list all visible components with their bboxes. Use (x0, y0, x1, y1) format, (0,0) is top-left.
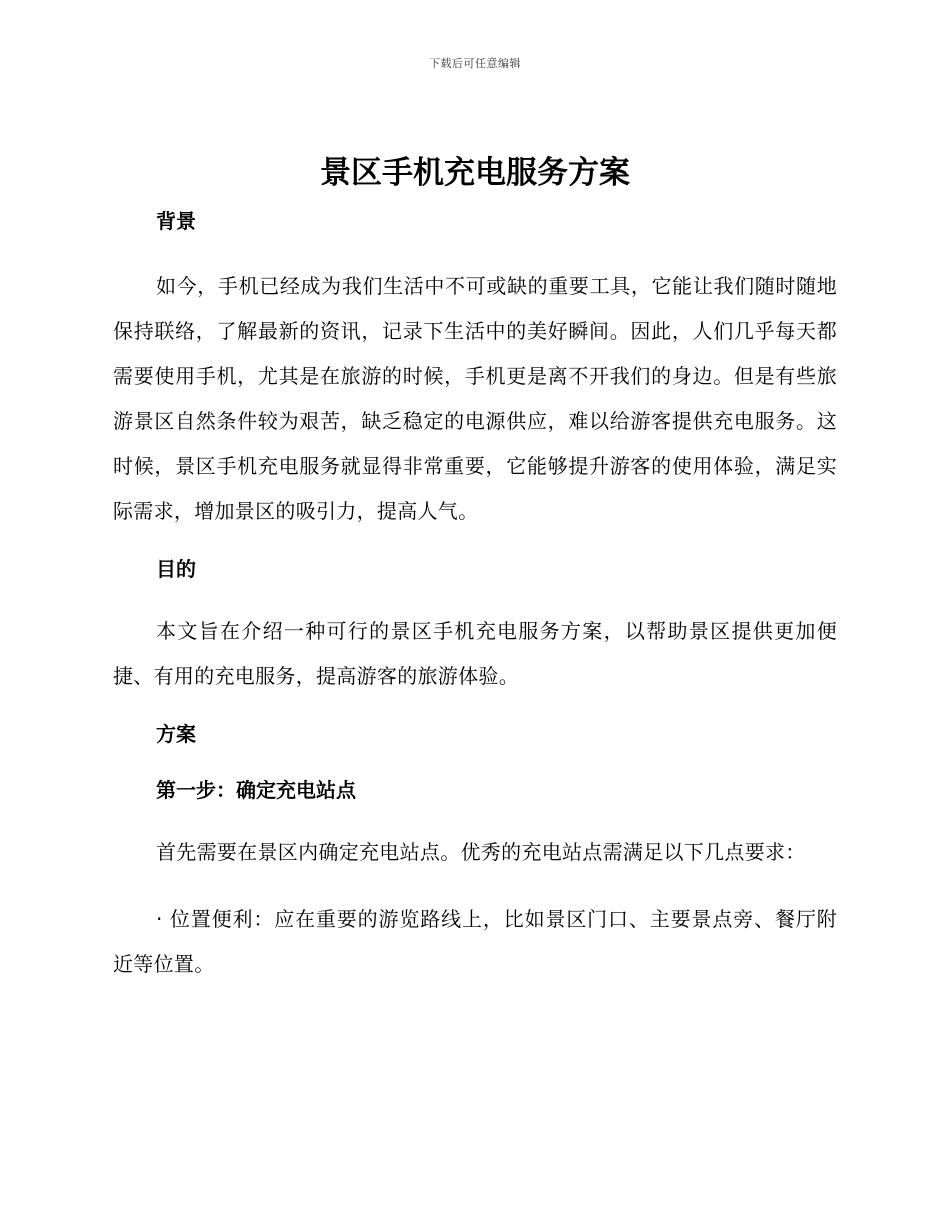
section-heading-plan: 方案 (156, 722, 196, 746)
section-heading-background: 背景 (156, 209, 196, 233)
paragraph-goal: 本文旨在介绍一种可行的景区手机充电服务方案，以帮助景区提供更加便捷、有用的充电服务，提高游客的旅游体验。 (113, 619, 837, 688)
section-heading-goal: 目的 (156, 557, 196, 581)
subheading-step1: 第一步：确定充电站点 (156, 778, 356, 802)
document-title: 景区手机充电服务方案 (320, 155, 630, 191)
document-body (113, 200, 837, 987)
bullet-item-location: · 位置便利：应在重要的游览路线上，比如景区门口、主要景点旁、餐厅附近等位置。 (113, 907, 837, 976)
header-note: 下载后可任意编辑 (429, 57, 521, 70)
paragraph-background: 如今，手机已经成为我们生活中不可或缺的重要工具，它能让我们随时随地保持联络，了解最新的资讯，记录下生活中的美好瞬间。因此，人们几乎每天都需要使用手机，尤其是在旅游的时候，手机更是离不开我们的身边。但是有些旅游景区自然条件较为艰苦，缺乏稳定的电源供应，难以给游客提供充电服务。这时候，景区手机充电服务就显得非常重要，它能够提升游客的使用体验，满足实际需求，增加景区的吸引力，提高人气。 (113, 274, 837, 523)
paragraph-step1: 首先需要在景区内确定充电站点。优秀的充电站点需满足以下几点要求： (156, 840, 806, 864)
